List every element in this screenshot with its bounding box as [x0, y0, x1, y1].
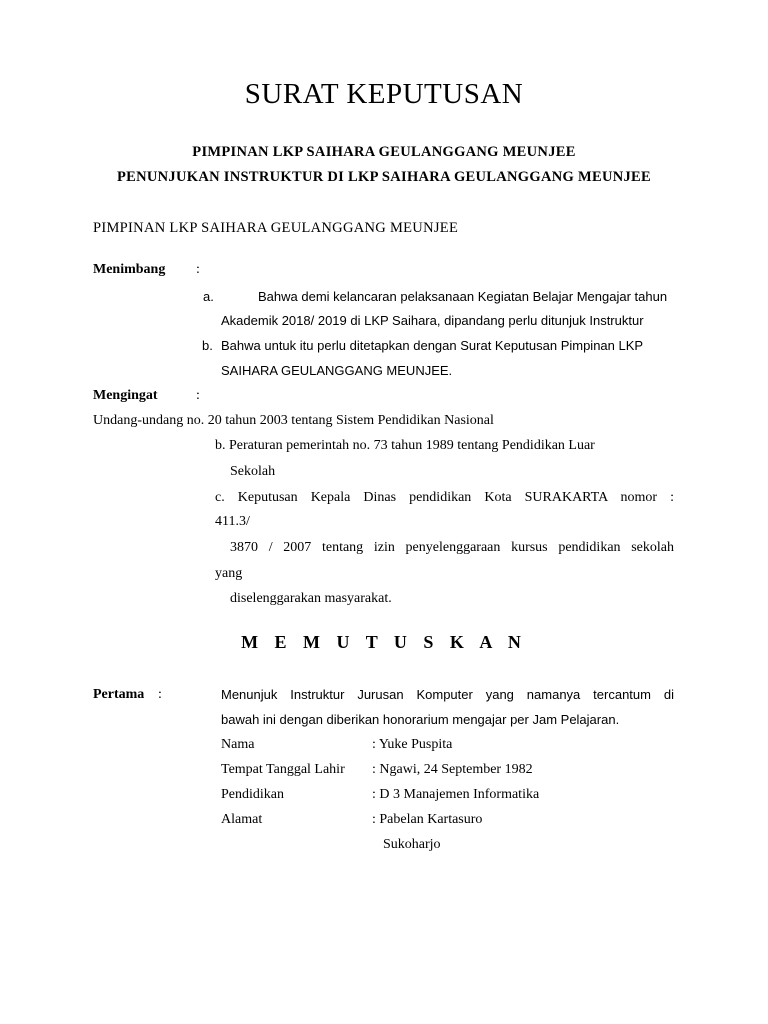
field-alamat-label: Alamat — [221, 812, 263, 827]
mengingat-a: Undang-undang no. 20 tahun 2003 tentang Sistem Pendidikan Nasional — [93, 413, 494, 428]
mengingat-c-line-4: yang — [215, 566, 243, 581]
field-pendidikan-value: : D 3 Manajemen Informatika — [372, 787, 540, 802]
menimbang-b-line-1: Bahwa untuk itu perlu ditetapkan dengan Surat Keputusan Pimpinan LKP — [221, 338, 644, 353]
menimbang-colon: : — [196, 262, 200, 277]
memutuskan-heading: M E M U T U S K A N — [241, 632, 527, 652]
mengingat-c-line-5: diselenggarakan masyarakat. — [230, 591, 392, 606]
subtitle-line-2: PENUNJUKAN INSTRUKTUR DI LKP SAIHARA GEULANGGANG MEUNJEE — [116, 169, 652, 185]
field-ttl-value: : Ngawi, 24 September 1982 — [372, 762, 533, 777]
mengingat-c-line-1: c. Keputusan Kepala Dinas pendidikan Kota SURAKARTA nomor : — [215, 490, 674, 505]
mengingat-colon: : — [196, 388, 200, 403]
field-nama-label: Nama — [221, 737, 255, 752]
mengingat-b-line-2: Sekolah — [230, 464, 276, 479]
menimbang-a-line-1: Bahwa demi kelancaran pelaksanaan Kegiatan Belajar Mengajar tahun — [258, 289, 668, 304]
pertama-line-1: Menunjuk Instruktur Jurusan Komputer yang namanya tercantum di — [221, 687, 674, 702]
field-ttl-label: Tempat Tanggal Lahir — [221, 762, 345, 777]
menimbang-b-marker: b. — [202, 338, 213, 353]
mengingat-c-line-2: 411.3/ — [215, 514, 250, 529]
mengingat-b-line-1: b. Peraturan pemerintah no. 73 tahun 1989 tentang Pendidikan Luar — [215, 438, 595, 453]
pertama-line-2: bawah ini dengan diberikan honorarium mengajar per Jam Pelajaran. — [221, 712, 620, 727]
field-pendidikan-label: Pendidikan — [221, 787, 284, 802]
field-alamat-line-2: Sukoharjo — [383, 837, 441, 852]
field-alamat-value: : Pabelan Kartasuro — [372, 812, 483, 827]
menimbang-b-line-2: SAIHARA GEULANGGANG MEUNJEE. — [221, 363, 453, 378]
field-nama-value: : Yuke Puspita — [372, 737, 453, 752]
document-title: SURAT KEPUTUSAN — [244, 78, 524, 110]
menimbang-label: Menimbang — [93, 262, 166, 277]
menimbang-a-marker: a. — [203, 289, 214, 304]
mengingat-label: Mengingat — [93, 388, 158, 403]
pertama-colon: : — [158, 687, 162, 702]
issuer-heading: PIMPINAN LKP SAIHARA GEULANGGANG MEUNJEE — [93, 220, 459, 236]
mengingat-c-line-3: 3870 / 2007 tentang izin penyelenggaraan kursus pendidikan sekolah — [230, 540, 674, 555]
subtitle-line-1: PIMPINAN LKP SAIHARA GEULANGGANG MEUNJEE — [192, 144, 576, 160]
pertama-label: Pertama — [93, 687, 145, 702]
menimbang-a-line-2: Akademik 2018/ 2019 di LKP Saihara, dipandang perlu ditunjuk Instruktur — [221, 313, 644, 328]
